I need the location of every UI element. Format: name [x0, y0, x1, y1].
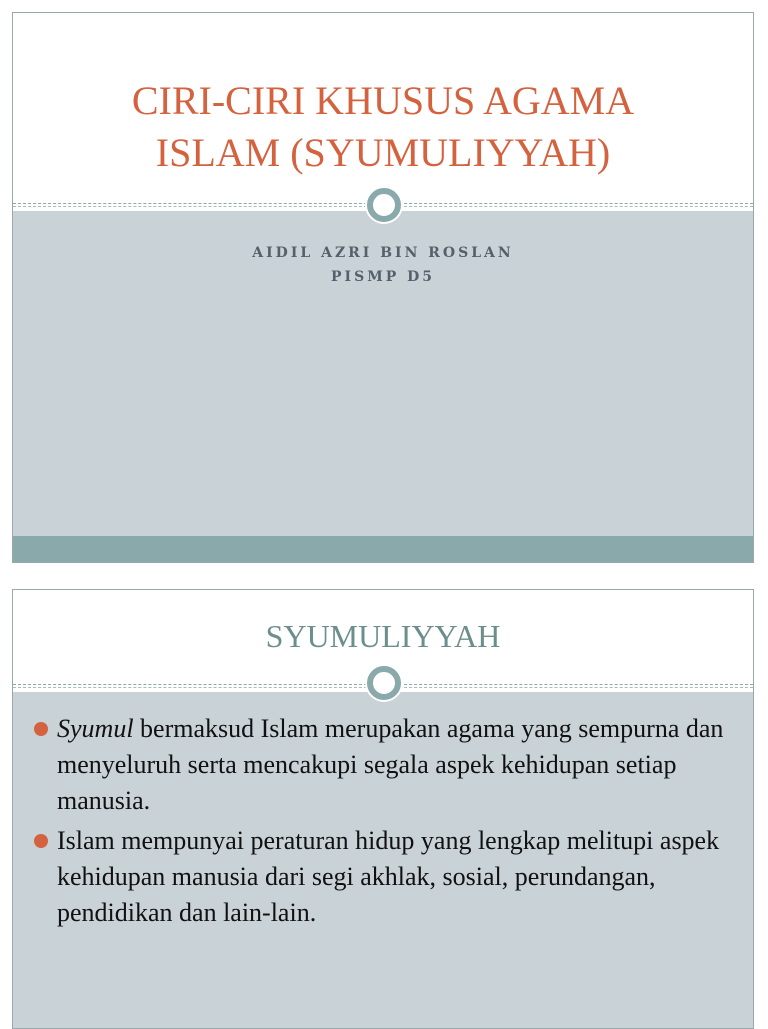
title-area: [13, 13, 753, 205]
circle-ornament: [367, 666, 401, 700]
author-name: AIDIL AZRI BIN ROSLAN: [252, 245, 514, 261]
title-line-2: ISLAM (SYUMULIYYAH): [155, 130, 611, 175]
slide-content: [12, 589, 754, 1029]
footer-band: [13, 536, 753, 562]
author-info: [13, 241, 753, 289]
title-line-1: CIRI-CIRI KHUSUS AGAMA: [131, 78, 635, 123]
bullet-dot-icon: [34, 834, 48, 848]
bullet-lead-term: Syumul: [57, 714, 134, 743]
bullet-item: [33, 823, 735, 931]
bullet-text: Islam mempunyai peraturan hidup yang lengkap melitupi aspek kehidupan manusia dari segi akhlak, sosial, perundangan, pendidikan dan lain-lain.: [57, 826, 720, 927]
circle-ornament: [367, 188, 401, 222]
bullet-dot-icon: [34, 722, 48, 736]
slide-title: [12, 12, 754, 563]
slide-heading: SYUMULIYYAH: [265, 618, 501, 654]
bullet-item: [33, 711, 735, 819]
bullet-list: [33, 711, 735, 935]
slide-title-heading: [13, 75, 753, 179]
bullet-text: bermaksud Islam merupakan agama yang sempurna dan menyeluruh serta mencakupi segala aspek kehidupan setiap manusia.: [57, 714, 724, 815]
class-code: PISMP D5: [331, 269, 435, 285]
